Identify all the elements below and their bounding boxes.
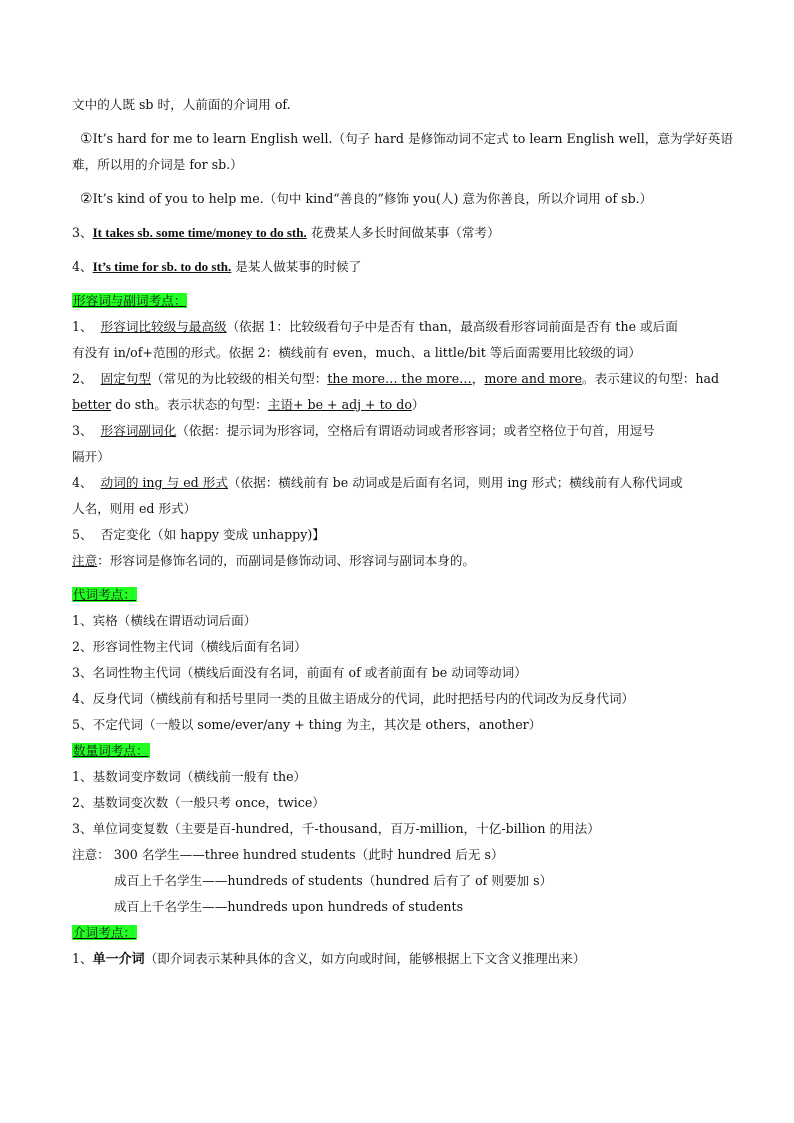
- intro-line: 文中的人既 sb 时，人前面的介词用 of.: [72, 97, 291, 112]
- numeral-item-2: 2、基数词变次数（一般只考 once，twice）: [72, 795, 325, 810]
- pronoun-item-1: 1、宾格（横线在谓语动词后面）: [72, 613, 257, 628]
- adj-item-2-text-i: ）: [411, 397, 425, 412]
- numeral-item-3: 3、单位词变复数（主要是百-hundred，千-thousand，百万-million，十亿-billion 的用法）: [72, 821, 600, 836]
- prep-item-1-term: 单一介词: [92, 951, 145, 966]
- example-1-line-1: [72, 126, 733, 152]
- adj-item-4-line-2: 人名，则用 ed 形式）: [72, 501, 197, 516]
- adj-item-2-line-1: [72, 366, 724, 392]
- phrase-3-phrase: It takes sb. some time/money to do sth.: [92, 225, 307, 240]
- adj-note-label: 注意: [72, 553, 98, 568]
- adj-item-5-number: 5、: [72, 527, 93, 542]
- adj-item-2-pattern-1: the more… the more…: [327, 371, 472, 386]
- phrase-3-number: 3、: [72, 225, 93, 240]
- adj-item-2-term: 固定句型: [100, 371, 151, 386]
- example-1-line-2: 难，所以用的介词是 for sb.）: [72, 157, 243, 172]
- document-page: [72, 92, 733, 972]
- example-2-line: [72, 186, 724, 212]
- example-2-text: It’s kind of you to help me.（句中 kind“善良的”修饰 you(人) 意为你善良，所以介词用 of sb.）: [92, 191, 653, 206]
- adj-item-4-term: 动词的 ing 与 ed 形式: [100, 475, 228, 490]
- adj-section: [72, 288, 724, 314]
- adj-item-2-text-e: 。表示建议的句型：had: [582, 371, 720, 386]
- adj-item-3-term: 形容词副词化: [100, 423, 177, 438]
- adj-item-1-term: 形容词比较级与最高级: [100, 319, 227, 334]
- numeral-heading: 数量词考点：: [73, 743, 149, 758]
- prep-heading: 介词考点：: [73, 925, 136, 940]
- example-1-text: It’s hard for me to learn English well.（句子 hard 是修饰动词不定式 to learn English well，意为学好英语: [92, 131, 733, 146]
- adj-note-text: ：形容词是修饰名词的，而副词是修饰动词、形容词与副词本身的。: [97, 553, 475, 568]
- prep-section: [72, 920, 724, 946]
- pronoun-item-4: 4、反身代词（横线前有和括号里同一类的且做主语成分的代词，此时把括号内的代词改为反身代词）: [72, 691, 635, 706]
- pronoun-heading: 代词考点：: [73, 587, 136, 602]
- adj-heading: 形容词与副词考点：: [73, 293, 187, 308]
- adj-item-2-text-c: ，: [471, 371, 485, 386]
- numeral-note-1: 注意： 300 名学生——three hundred students（此时 hundred 后无 s）: [72, 847, 504, 862]
- adj-note-line: [72, 548, 724, 574]
- adj-item-5-text: 否定变化（如 happy 变成 unhappy)】: [100, 527, 325, 542]
- adj-item-2-pattern-2: more and more: [484, 371, 583, 386]
- adj-item-3-line-2: 隔开）: [72, 449, 110, 464]
- adj-item-1-line-1: [72, 314, 724, 340]
- adj-item-2-line-2: [72, 392, 724, 418]
- adj-item-3-line-1: [72, 418, 724, 444]
- prep-item-1-line: [72, 946, 724, 972]
- adj-item-1-number: 1、: [72, 319, 93, 334]
- adj-item-4-text: （依据：横线前有 be 动词或是后面有名词，则用 ing 形式；横线前有人称代词或: [227, 475, 683, 490]
- numeral-section: [72, 738, 724, 764]
- prep-item-1-number: 1、: [72, 951, 93, 966]
- adj-item-2-pattern-3: 主语+ be + adj + to do: [267, 397, 412, 412]
- adj-item-2-text-a: （常见的为比较级的相关句型：: [151, 371, 328, 386]
- adj-item-2-number: 2、: [72, 371, 93, 386]
- phrase-4-meaning: 是某人做某事的时候了: [231, 259, 362, 274]
- adj-item-5-line: [72, 522, 724, 548]
- pronoun-item-5: 5、不定代词（一般以 some/ever/any + thing 为主，其次是 others，another）: [72, 717, 542, 732]
- numeral-note-2: 成百上千名学生——hundreds of students（hundred 后有了 of 则要加 s）: [114, 873, 553, 888]
- pronoun-section: [72, 582, 724, 608]
- pronoun-item-2: 2、形容词性物主代词（横线后面有名词）: [72, 639, 307, 654]
- phrase-4-number: 4、: [72, 259, 93, 274]
- numeral-note-3: 成百上千名学生——hundreds upon hundreds of students: [114, 899, 464, 914]
- pronoun-item-3: 3、名词性物主代词（横线后面没有名词，前面有 of 或者前面有 be 动词等动词）: [72, 665, 527, 680]
- adj-item-1-text: （依据 1：比较级看句子中是否有 than，最高级看形容词前面是否有 the 或后面: [226, 319, 678, 334]
- adj-item-4-line-1: [72, 470, 724, 496]
- phrase-3-line: [72, 220, 724, 246]
- adj-item-1-line-2: 有没有 in/of+范围的形式。依据 2：横线前有 even，much、a little/bit 等后面需要用比较级的词）: [72, 345, 641, 360]
- prep-item-1-text: （即介词表示某种具体的含义，如方向或时间，能够根据上下文含义推理出来）: [144, 951, 586, 966]
- adj-item-2-better: better: [72, 397, 112, 412]
- adj-item-3-number: 3、: [72, 423, 93, 438]
- adj-item-2-text-g: do sth。表示状态的句型：: [111, 397, 268, 412]
- adj-item-3-text: （依据：提示词为形容词，空格后有谓语动词或者形容词；或者空格位于句首，用逗号: [176, 423, 655, 438]
- example-2-number: ②: [80, 191, 93, 207]
- example-1-number: ①: [80, 131, 93, 147]
- phrase-3-meaning: 花费某人多长时间做某事（常考）: [306, 225, 500, 240]
- numeral-item-1: 1、基数词变序数词（横线前一般有 the）: [72, 769, 307, 784]
- adj-item-4-number: 4、: [72, 475, 93, 490]
- phrase-4-phrase: It’s time for sb. to do sth.: [92, 259, 232, 274]
- phrase-4-line: [72, 254, 724, 280]
